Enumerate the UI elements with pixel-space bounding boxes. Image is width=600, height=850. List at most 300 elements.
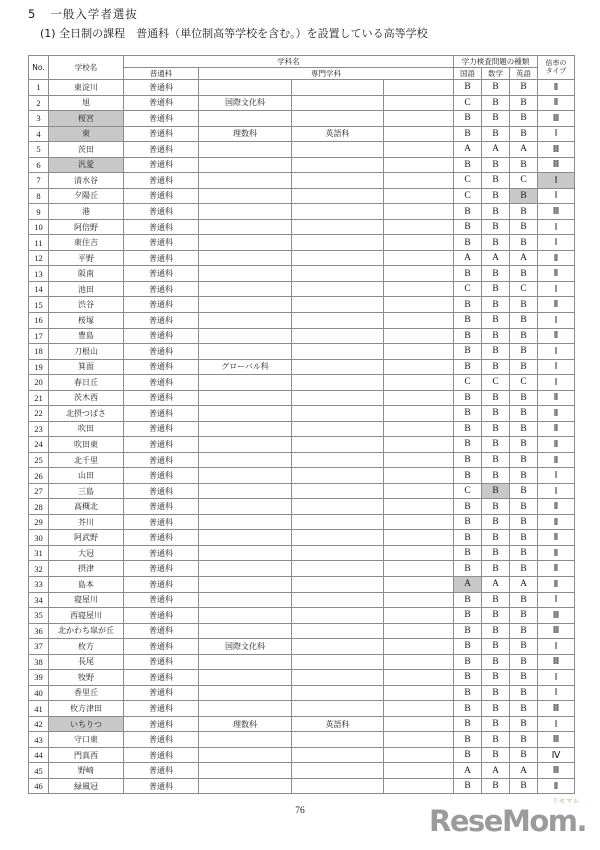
specialized-course-3 — [384, 747, 454, 763]
school-name: 東淀川 — [49, 80, 124, 96]
row-number: 38 — [29, 654, 49, 670]
ratio-type: Ⅱ — [538, 514, 575, 530]
school-name: 豊島 — [49, 328, 124, 344]
general-course-cell: 普通科 — [124, 577, 199, 593]
col-header-no: No. — [29, 56, 49, 80]
table-row — [29, 654, 575, 670]
japanese-grade: B — [454, 266, 482, 282]
specialized-course-1 — [199, 375, 292, 391]
math-grade: B — [482, 468, 510, 484]
specialized-course-2 — [292, 437, 384, 453]
row-number: 35 — [29, 608, 49, 624]
specialized-course-2 — [292, 328, 384, 344]
specialized-course-2 — [292, 188, 384, 204]
ratio-type: Ⅰ — [538, 281, 575, 297]
math-grade: B — [482, 312, 510, 328]
specialized-course-1: グローバル科 — [199, 359, 292, 375]
japanese-grade: C — [454, 375, 482, 391]
general-course-cell: 普通科 — [124, 344, 199, 360]
ratio-type: Ⅲ — [538, 732, 575, 748]
general-course-cell: 普通科 — [124, 639, 199, 655]
table-row — [29, 732, 575, 748]
general-course-cell: 普通科 — [124, 452, 199, 468]
english-grade: B — [510, 157, 538, 173]
general-course-cell: 普通科 — [124, 499, 199, 515]
school-name: 摂津 — [49, 561, 124, 577]
ratio-type: Ⅱ — [538, 421, 575, 437]
specialized-course-3 — [384, 359, 454, 375]
japanese-grade: B — [454, 778, 482, 794]
ratio-type: Ⅰ — [538, 219, 575, 235]
specialized-course-2 — [292, 670, 384, 686]
school-name: 箕面 — [49, 359, 124, 375]
general-course-cell: 普通科 — [124, 297, 199, 313]
school-name: いちりつ — [49, 716, 124, 732]
japanese-grade: B — [454, 514, 482, 530]
japanese-grade: B — [454, 421, 482, 437]
school-name: 吹田東 — [49, 437, 124, 453]
math-grade: B — [482, 654, 510, 670]
english-grade: B — [510, 390, 538, 406]
specialized-course-3 — [384, 421, 454, 437]
general-course-cell: 普通科 — [124, 111, 199, 127]
japanese-grade: B — [454, 592, 482, 608]
specialized-course-3 — [384, 157, 454, 173]
english-grade: C — [510, 375, 538, 391]
table-row — [29, 778, 575, 794]
english-grade: B — [510, 670, 538, 686]
table-row — [29, 499, 575, 515]
specialized-course-3 — [384, 623, 454, 639]
table-row — [29, 80, 575, 96]
specialized-course-1 — [199, 173, 292, 189]
school-name: 香里丘 — [49, 685, 124, 701]
math-grade: B — [482, 685, 510, 701]
school-name: 東住吉 — [49, 235, 124, 251]
row-number: 5 — [29, 142, 49, 158]
japanese-grade: B — [454, 297, 482, 313]
english-grade: A — [510, 577, 538, 593]
school-name: 池田 — [49, 281, 124, 297]
japanese-grade: C — [454, 281, 482, 297]
specialized-course-3 — [384, 375, 454, 391]
general-course-cell: 普通科 — [124, 747, 199, 763]
specialized-course-1 — [199, 188, 292, 204]
ratio-type: Ⅱ — [538, 328, 575, 344]
english-grade: B — [510, 312, 538, 328]
english-grade: B — [510, 530, 538, 546]
table-row — [29, 297, 575, 313]
row-number: 34 — [29, 592, 49, 608]
table-row — [29, 204, 575, 220]
english-grade: B — [510, 421, 538, 437]
general-course-cell: 普通科 — [124, 266, 199, 282]
ratio-type: Ⅰ — [538, 235, 575, 251]
row-number: 43 — [29, 732, 49, 748]
table-row — [29, 421, 575, 437]
header-row-1 — [29, 56, 575, 68]
specialized-course-2 — [292, 219, 384, 235]
specialized-course-3 — [384, 763, 454, 779]
specialized-course-2 — [292, 95, 384, 111]
row-number: 3 — [29, 111, 49, 127]
general-course-cell: 普通科 — [124, 250, 199, 266]
japanese-grade: B — [454, 530, 482, 546]
school-name: 枚方津田 — [49, 701, 124, 717]
english-grade: B — [510, 297, 538, 313]
ratio-type: Ⅰ — [538, 188, 575, 204]
math-grade: B — [482, 344, 510, 360]
col-header-school-name: 学校名 — [49, 56, 124, 80]
row-number: 36 — [29, 623, 49, 639]
specialized-course-3 — [384, 312, 454, 328]
ratio-type: Ⅱ — [538, 778, 575, 794]
ratio-type-line1: 倍率の — [545, 59, 567, 68]
table-row — [29, 685, 575, 701]
japanese-grade: B — [454, 219, 482, 235]
specialized-course-3 — [384, 250, 454, 266]
english-grade: B — [510, 483, 538, 499]
specialized-course-3 — [384, 142, 454, 158]
specialized-course-2 — [292, 561, 384, 577]
specialized-course-3 — [384, 406, 454, 422]
row-number: 37 — [29, 639, 49, 655]
english-grade: B — [510, 468, 538, 484]
specialized-course-2 — [292, 577, 384, 593]
table-row — [29, 266, 575, 282]
ratio-type: Ⅲ — [538, 142, 575, 158]
row-number: 31 — [29, 545, 49, 561]
english-grade: A — [510, 763, 538, 779]
row-number: 10 — [29, 219, 49, 235]
specialized-course-2 — [292, 747, 384, 763]
math-grade: B — [482, 701, 510, 717]
math-grade: B — [482, 561, 510, 577]
math-grade: B — [482, 359, 510, 375]
math-grade: B — [482, 297, 510, 313]
math-grade: A — [482, 577, 510, 593]
english-grade: B — [510, 545, 538, 561]
table-row — [29, 375, 575, 391]
specialized-course-2 — [292, 483, 384, 499]
general-course-cell: 普通科 — [124, 204, 199, 220]
specialized-course-2 — [292, 390, 384, 406]
general-course-cell: 普通科 — [124, 592, 199, 608]
math-grade: B — [482, 281, 510, 297]
row-number: 23 — [29, 421, 49, 437]
ratio-type: Ⅰ — [538, 173, 575, 189]
school-name: 刀根山 — [49, 344, 124, 360]
ratio-type: Ⅱ — [538, 266, 575, 282]
specialized-course-1 — [199, 499, 292, 515]
specialized-course-2 — [292, 111, 384, 127]
row-number: 41 — [29, 701, 49, 717]
math-grade: B — [482, 778, 510, 794]
english-grade: B — [510, 188, 538, 204]
specialized-course-3 — [384, 499, 454, 515]
general-course-cell: 普通科 — [124, 623, 199, 639]
specialized-course-2 — [292, 592, 384, 608]
ratio-type: Ⅰ — [538, 592, 575, 608]
japanese-grade: B — [454, 670, 482, 686]
japanese-grade: B — [454, 328, 482, 344]
japanese-grade: B — [454, 685, 482, 701]
specialized-course-3 — [384, 437, 454, 453]
ratio-type: Ⅱ — [538, 297, 575, 313]
col-header-ratio-type — [538, 56, 575, 80]
specialized-course-2 — [292, 173, 384, 189]
japanese-grade: B — [454, 468, 482, 484]
specialized-course-1 — [199, 545, 292, 561]
japanese-grade: C — [454, 95, 482, 111]
math-grade: B — [482, 483, 510, 499]
specialized-course-1 — [199, 390, 292, 406]
school-name: 阿倍野 — [49, 219, 124, 235]
specialized-course-1 — [199, 421, 292, 437]
math-grade: B — [482, 452, 510, 468]
specialized-course-3 — [384, 235, 454, 251]
specialized-course-2 — [292, 545, 384, 561]
table-row — [29, 390, 575, 406]
specialized-course-3 — [384, 778, 454, 794]
school-name: 茨田 — [49, 142, 124, 158]
english-grade: C — [510, 173, 538, 189]
general-course-cell: 普通科 — [124, 173, 199, 189]
table-row — [29, 561, 575, 577]
specialized-course-2 — [292, 421, 384, 437]
japanese-grade: B — [454, 126, 482, 142]
general-course-cell: 普通科 — [124, 312, 199, 328]
ratio-type: Ⅰ — [538, 685, 575, 701]
table-row — [29, 701, 575, 717]
ratio-type: Ⅲ — [538, 111, 575, 127]
general-course-cell: 普通科 — [124, 685, 199, 701]
specialized-course-1 — [199, 250, 292, 266]
ratio-type: Ⅲ — [538, 654, 575, 670]
japanese-grade: B — [454, 406, 482, 422]
specialized-course-3 — [384, 670, 454, 686]
english-grade: B — [510, 437, 538, 453]
japanese-grade: B — [454, 344, 482, 360]
english-grade: B — [510, 328, 538, 344]
table-row — [29, 188, 575, 204]
japanese-grade: B — [454, 654, 482, 670]
specialized-course-2 — [292, 406, 384, 422]
specialized-course-3 — [384, 685, 454, 701]
japanese-grade: B — [454, 623, 482, 639]
ratio-type: Ⅲ — [538, 608, 575, 624]
math-grade: B — [482, 390, 510, 406]
japanese-grade: B — [454, 312, 482, 328]
specialized-course-1 — [199, 670, 292, 686]
specialized-course-2 — [292, 359, 384, 375]
english-grade: B — [510, 204, 538, 220]
school-name: 阪南 — [49, 266, 124, 282]
specialized-course-2 — [292, 608, 384, 624]
table-row — [29, 142, 575, 158]
table-row — [29, 281, 575, 297]
ratio-type: Ⅲ — [538, 623, 575, 639]
specialized-course-3 — [384, 173, 454, 189]
math-grade: B — [482, 639, 510, 655]
ratio-type: Ⅰ — [538, 344, 575, 360]
row-number: 18 — [29, 344, 49, 360]
japanese-grade: B — [454, 359, 482, 375]
table-row — [29, 608, 575, 624]
japanese-grade: B — [454, 111, 482, 127]
row-number: 16 — [29, 312, 49, 328]
math-grade: B — [482, 204, 510, 220]
row-number: 12 — [29, 250, 49, 266]
japanese-grade: C — [454, 173, 482, 189]
page-number: 76 — [295, 806, 305, 816]
specialized-course-1: 理数科 — [199, 716, 292, 732]
row-number: 19 — [29, 359, 49, 375]
specialized-course-2 — [292, 281, 384, 297]
table-row — [29, 173, 575, 189]
specialized-course-2 — [292, 468, 384, 484]
general-course-cell: 普通科 — [124, 328, 199, 344]
specialized-course-1 — [199, 685, 292, 701]
specialized-course-1 — [199, 204, 292, 220]
specialized-course-1 — [199, 654, 292, 670]
math-grade: B — [482, 608, 510, 624]
table-row — [29, 157, 575, 173]
table-row — [29, 437, 575, 453]
general-course-cell: 普通科 — [124, 437, 199, 453]
ratio-type: Ⅰ — [538, 483, 575, 499]
japanese-grade: B — [454, 747, 482, 763]
table-row — [29, 126, 575, 142]
specialized-course-1: 国際文化科 — [199, 95, 292, 111]
school-name: 桜塚 — [49, 312, 124, 328]
col-header-math: 数学 — [482, 68, 510, 80]
specialized-course-2 — [292, 375, 384, 391]
specialized-course-3 — [384, 577, 454, 593]
specialized-course-1 — [199, 235, 292, 251]
specialized-course-3 — [384, 95, 454, 111]
english-grade: B — [510, 452, 538, 468]
row-number: 13 — [29, 266, 49, 282]
row-number: 9 — [29, 204, 49, 220]
general-course-cell: 普通科 — [124, 390, 199, 406]
table-row — [29, 406, 575, 422]
math-grade: B — [482, 747, 510, 763]
ratio-type: Ⅲ — [538, 763, 575, 779]
resemom-logo-text: ReseMom. — [429, 804, 586, 838]
specialized-course-2 — [292, 250, 384, 266]
school-name: 牧野 — [49, 670, 124, 686]
math-grade: B — [482, 716, 510, 732]
specialized-course-2 — [292, 778, 384, 794]
specialized-course-2 — [292, 297, 384, 313]
ratio-type: Ⅱ — [538, 250, 575, 266]
row-number: 8 — [29, 188, 49, 204]
row-number: 4 — [29, 126, 49, 142]
ratio-type: Ⅱ — [538, 545, 575, 561]
row-number: 33 — [29, 577, 49, 593]
specialized-course-3 — [384, 716, 454, 732]
specialized-course-2 — [292, 312, 384, 328]
english-grade: B — [510, 514, 538, 530]
row-number: 30 — [29, 530, 49, 546]
school-name: 吹田 — [49, 421, 124, 437]
row-number: 24 — [29, 437, 49, 453]
col-header-specialized: 専門学科 — [199, 68, 454, 80]
table-row — [29, 639, 575, 655]
general-course-cell: 普通科 — [124, 421, 199, 437]
english-grade: A — [510, 250, 538, 266]
general-course-cell: 普通科 — [124, 281, 199, 297]
general-course-cell: 普通科 — [124, 468, 199, 484]
specialized-course-2 — [292, 639, 384, 655]
row-number: 14 — [29, 281, 49, 297]
table-row — [29, 235, 575, 251]
english-grade: B — [510, 654, 538, 670]
english-grade: B — [510, 111, 538, 127]
specialized-course-3 — [384, 80, 454, 96]
specialized-course-1 — [199, 219, 292, 235]
specialized-course-1 — [199, 592, 292, 608]
japanese-grade: B — [454, 561, 482, 577]
specialized-course-1 — [199, 157, 292, 173]
row-number: 26 — [29, 468, 49, 484]
general-course-cell: 普通科 — [124, 157, 199, 173]
japanese-grade: B — [454, 639, 482, 655]
specialized-course-3 — [384, 452, 454, 468]
general-course-cell: 普通科 — [124, 406, 199, 422]
resemom-logo — [410, 796, 590, 846]
ratio-type: Ⅰ — [538, 126, 575, 142]
english-grade: B — [510, 499, 538, 515]
school-name: 三島 — [49, 483, 124, 499]
specialized-course-2 — [292, 266, 384, 282]
ratio-type: Ⅱ — [538, 499, 575, 515]
specialized-course-3 — [384, 204, 454, 220]
english-grade: B — [510, 235, 538, 251]
japanese-grade: B — [454, 437, 482, 453]
specialized-course-3 — [384, 592, 454, 608]
ratio-type: Ⅰ — [538, 670, 575, 686]
specialized-course-2 — [292, 80, 384, 96]
specialized-course-3 — [384, 608, 454, 624]
general-course-cell: 普通科 — [124, 359, 199, 375]
school-name: 枚方 — [49, 639, 124, 655]
ratio-type: Ⅱ — [538, 577, 575, 593]
math-grade: B — [482, 157, 510, 173]
specialized-course-1 — [199, 561, 292, 577]
english-grade: B — [510, 623, 538, 639]
japanese-grade: A — [454, 763, 482, 779]
specialized-course-3 — [384, 545, 454, 561]
table-row — [29, 111, 575, 127]
general-course-cell: 普通科 — [124, 701, 199, 717]
table-row — [29, 468, 575, 484]
row-number: 32 — [29, 561, 49, 577]
table-row — [29, 716, 575, 732]
specialized-course-3 — [384, 390, 454, 406]
specialized-course-3 — [384, 266, 454, 282]
col-header-dept-group: 学科名 — [124, 56, 454, 68]
english-grade: B — [510, 95, 538, 111]
page-title — [28, 6, 138, 22]
table-row — [29, 359, 575, 375]
row-number: 1 — [29, 80, 49, 96]
japanese-grade: B — [454, 235, 482, 251]
row-number: 15 — [29, 297, 49, 313]
english-grade: C — [510, 281, 538, 297]
school-name: 北かわち皐が丘 — [49, 623, 124, 639]
